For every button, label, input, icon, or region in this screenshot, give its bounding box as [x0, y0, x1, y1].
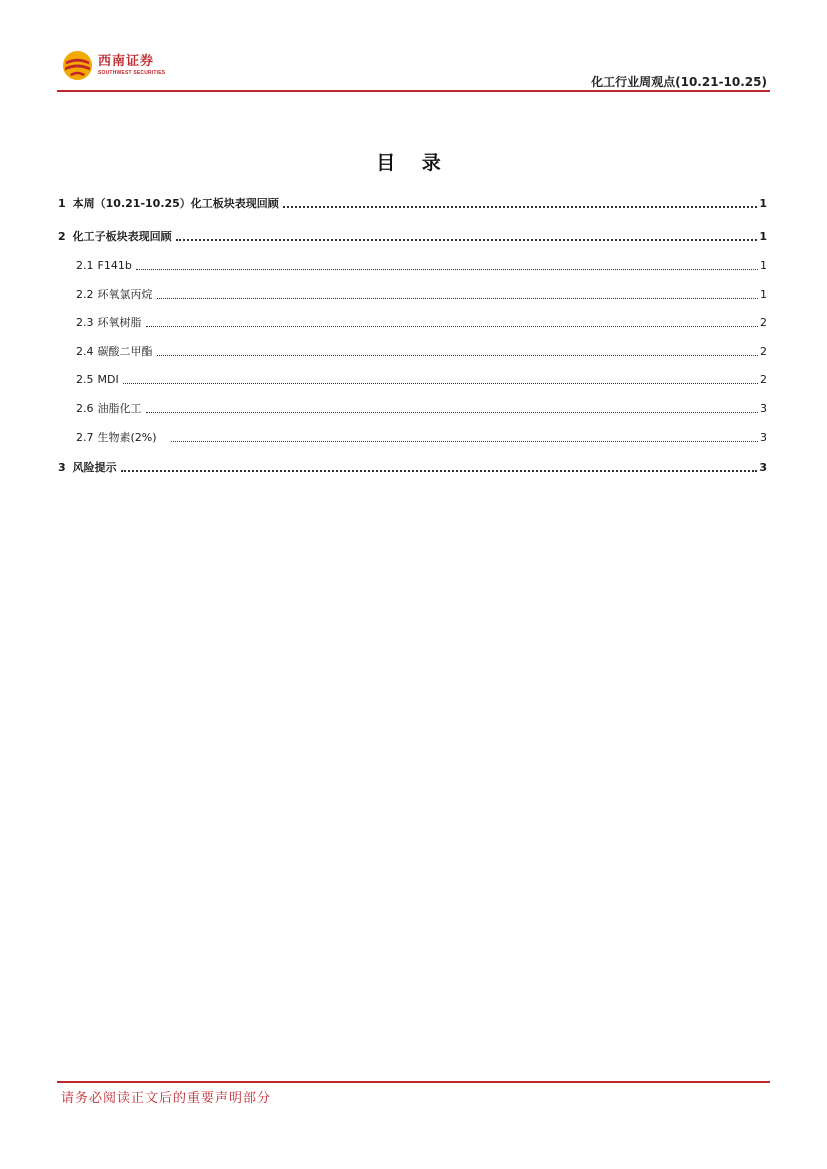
- footer-divider: [57, 1081, 770, 1083]
- toc-page-number: 3: [759, 461, 767, 474]
- toc-page-number: 1: [759, 197, 767, 210]
- toc-entry-label: 2.5 MDI: [76, 373, 119, 386]
- toc-entry-label: 1 本周（10.21-10.25）化工板块表现回顾: [58, 197, 279, 210]
- toc-entry-label: 2.6 油脂化工: [76, 402, 142, 415]
- toc-entry-2-3[interactable]: [76, 314, 767, 330]
- toc-page-number: 2: [760, 345, 767, 358]
- toc-page-number: 1: [760, 288, 767, 301]
- toc-entry-label: 2.2 环氧氯丙烷: [76, 288, 153, 301]
- toc-page-number: 3: [760, 431, 767, 444]
- toc-entry-label: 2.7 生物素(2%): [76, 431, 157, 444]
- toc-dot-leader: [171, 440, 758, 442]
- toc-dot-leader: [146, 325, 759, 327]
- toc-entry-1[interactable]: [58, 195, 767, 211]
- toc-dot-leader: [121, 469, 758, 472]
- toc-page-number: 1: [759, 230, 767, 243]
- toc-dot-leader: [176, 238, 758, 241]
- toc-entry-label: 3 风险提示: [58, 461, 117, 474]
- footer-disclaimer: 请务必阅读正文后的重要声明部分: [61, 1091, 272, 1106]
- southwest-securities-logo-icon: [62, 50, 93, 81]
- toc-title: 目 录: [376, 152, 451, 174]
- toc-entry-2-2[interactable]: [76, 286, 767, 302]
- toc-entry-2[interactable]: [58, 228, 767, 244]
- toc-entry-2-5[interactable]: [76, 371, 767, 387]
- toc-entry-label: 2.4 碳酸二甲酯: [76, 345, 153, 358]
- toc-entry-2-4[interactable]: [76, 343, 767, 359]
- toc-dot-leader: [136, 268, 758, 270]
- toc-entry-label: 2 化工子板块表现回顾: [58, 230, 172, 243]
- logo-text: [98, 54, 165, 77]
- company-logo: [62, 50, 165, 81]
- toc-entry-3[interactable]: [58, 459, 767, 475]
- toc-dot-leader: [123, 382, 758, 384]
- toc-page-number: 1: [760, 259, 767, 272]
- toc-dot-leader: [146, 411, 759, 413]
- toc-entry-2-6[interactable]: [76, 400, 767, 416]
- report-title: 化工行业周观点(10.21-10.25): [591, 75, 767, 89]
- logo-name-cn: 西南证券: [98, 54, 155, 69]
- header-divider: [57, 90, 770, 92]
- toc-entry-label: 2.3 环氧树脂: [76, 316, 142, 329]
- toc-entry-label: 2.1 F141b: [76, 259, 132, 272]
- toc-page-number: 3: [760, 402, 767, 415]
- toc-dot-leader: [157, 354, 759, 356]
- toc-dot-leader: [157, 297, 759, 299]
- toc-page-number: 2: [760, 373, 767, 386]
- logo-name-en: SOUTHWEST SECURITIES: [98, 70, 166, 76]
- toc-dot-leader: [283, 205, 758, 208]
- toc-page-number: 2: [760, 316, 767, 329]
- toc-entry-2-1[interactable]: [76, 257, 767, 273]
- toc-entry-2-7[interactable]: [76, 429, 767, 445]
